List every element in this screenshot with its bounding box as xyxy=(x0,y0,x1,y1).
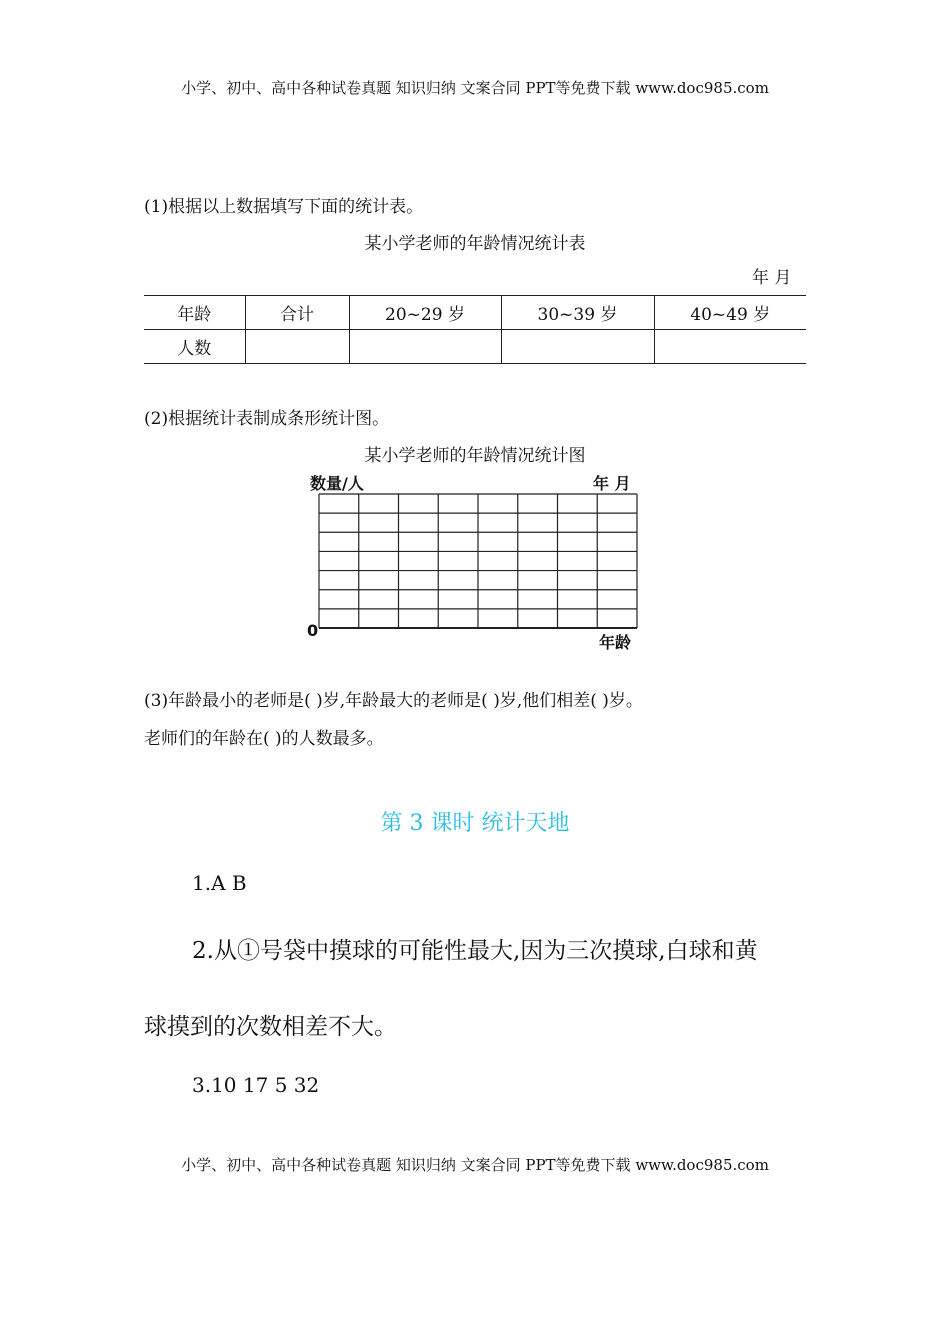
header-cell-age: 年龄 xyxy=(144,296,245,330)
answer-2-line2: 球摸到的次数相差不大。 xyxy=(144,1014,397,1040)
table-header-row xyxy=(144,296,806,330)
header-cell-total: 合计 xyxy=(245,296,349,330)
header-cell-20-29: 20~29 岁 xyxy=(349,296,501,330)
q1-instruction: (1)根据以上数据填写下面的统计表。 xyxy=(144,197,424,217)
header-cell-40-49: 40~49 岁 xyxy=(654,296,806,330)
chart-title: 某小学老师的年龄情况统计图 xyxy=(364,446,586,466)
header-cell-30-39: 30~39 岁 xyxy=(501,296,654,330)
blank-cell-20-29[interactable] xyxy=(349,330,501,364)
section-title: 第 3 课时 统计天地 xyxy=(380,811,570,836)
chart-y-axis-label: 数量/人 xyxy=(310,474,364,493)
answer-1: 1.A B xyxy=(192,871,247,895)
blank-cell-total[interactable] xyxy=(245,330,349,364)
answer-3: 3.10 17 5 32 xyxy=(192,1073,320,1097)
blank-cell-40-49[interactable] xyxy=(654,330,806,364)
chart-x-axis-label: 年龄 xyxy=(599,633,632,652)
table-date-label: 年 月 xyxy=(752,268,792,288)
page-header: 小学、初中、高中各种试卷真题 知识归纳 文案合同 PPT等免费下载 www.doc985.com xyxy=(181,79,769,97)
q3-line1: (3)年龄最小的老师是( )岁,年龄最大的老师是( )岁,他们相差( )岁。 xyxy=(144,691,643,711)
age-statistics-table xyxy=(144,295,806,364)
bar-chart-grid xyxy=(316,492,640,632)
table-data-row xyxy=(144,330,806,364)
blank-cell-30-39[interactable] xyxy=(501,330,654,364)
chart-origin-label: 0 xyxy=(307,621,319,640)
page-footer: 小学、初中、高中各种试卷真题 知识归纳 文案合同 PPT等免费下载 www.doc985.com xyxy=(181,1156,769,1174)
q3-line2: 老师们的年龄在( )的人数最多。 xyxy=(144,729,384,749)
table-title: 某小学老师的年龄情况统计表 xyxy=(364,234,586,254)
chart-date-label: 年 月 xyxy=(593,474,631,493)
row-label-count: 人数 xyxy=(144,330,245,364)
q2-instruction: (2)根据统计表制成条形统计图。 xyxy=(144,409,390,429)
answer-2-line1: 2.从①号袋中摸球的可能性最大,因为三次摸球,白球和黄 xyxy=(192,938,758,964)
